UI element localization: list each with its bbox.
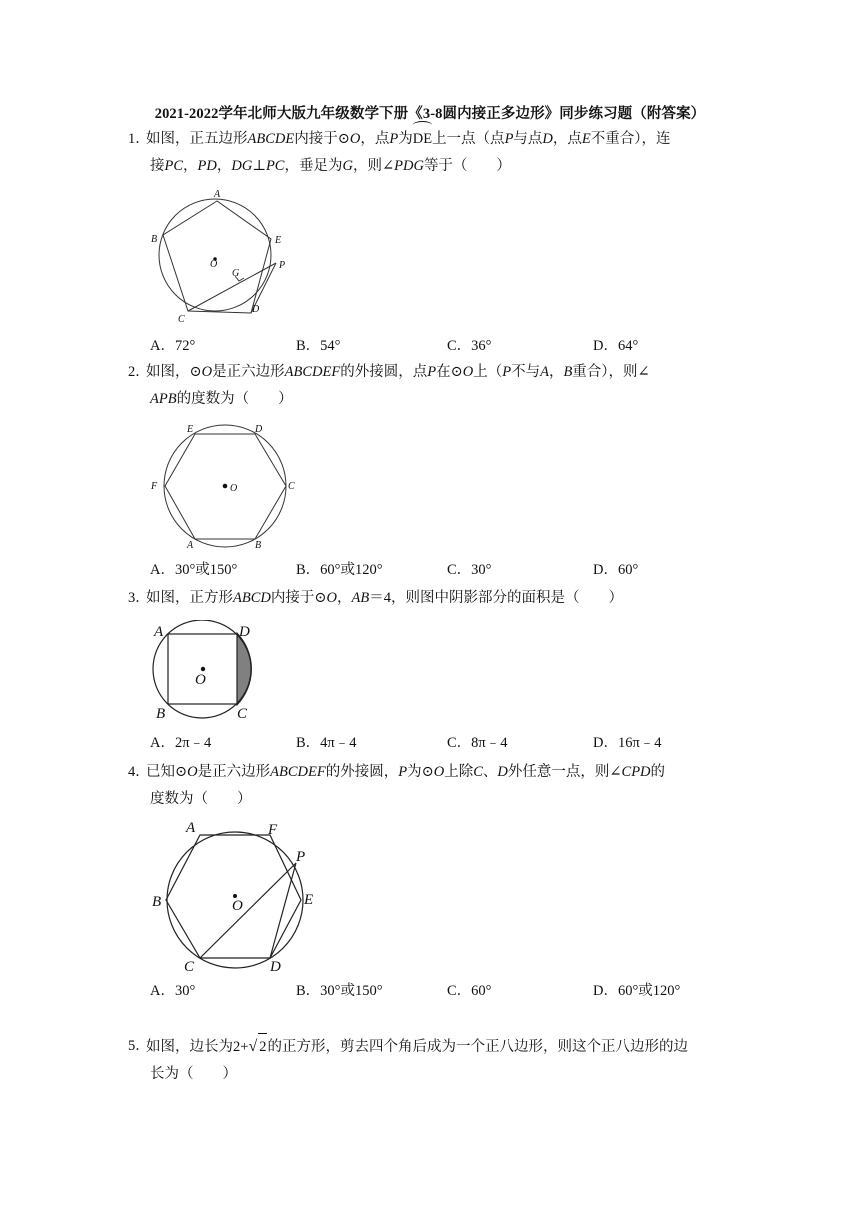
question-4 xyxy=(128,759,738,813)
label-a: A xyxy=(214,189,221,200)
label-f: F xyxy=(151,481,158,492)
question-1 xyxy=(128,126,738,180)
option-c[interactable]: C．60° xyxy=(447,983,492,999)
label-g: G xyxy=(232,268,240,279)
label-o: O xyxy=(230,483,238,494)
options-q2 xyxy=(150,558,750,582)
option-d[interactable]: D．60° xyxy=(593,562,639,578)
question-text-cont: 接PC，PD，DG⊥PC，垂足为G，则∠PDG等于（ ） xyxy=(150,158,511,174)
question-text: 已知⊙O是正六边形ABCDEF的外接圆，P为⊙O上除C、D外任意一点，则∠CPD的 xyxy=(146,764,666,780)
label-o: O xyxy=(232,898,243,914)
question-text: 如图，正五边形ABCDE内接于⊙O，点P为DE上一点（点P与点D，点E不重合），连 xyxy=(128,126,738,153)
label-e: E xyxy=(304,892,314,908)
options-q3 xyxy=(150,731,750,755)
question-3 xyxy=(128,585,738,612)
pentagon-figure xyxy=(140,185,300,325)
question-text-cont: 度数为（ ） xyxy=(150,791,252,807)
label-d: D xyxy=(239,624,250,640)
option-b[interactable]: B．4π﹣4 xyxy=(296,735,357,751)
question-2 xyxy=(128,359,738,413)
option-c[interactable]: C．30° xyxy=(447,562,492,578)
label-p: P xyxy=(279,260,286,271)
options-q1 xyxy=(150,334,750,358)
question-text: 如图，边长为2+√ 2的正方形，剪去四个角后成为一个正八边形，则这个正八边形的边 xyxy=(128,1033,738,1061)
label-c: C xyxy=(288,481,295,492)
question-number: 5． xyxy=(128,1038,150,1054)
label-d: D xyxy=(252,304,260,315)
label-a: A xyxy=(187,540,194,551)
label-b: B xyxy=(156,706,166,722)
label-o: O xyxy=(195,672,206,688)
question-number: 2． xyxy=(128,364,150,380)
question-text-cont: 长为（ ） xyxy=(150,1066,237,1082)
option-b[interactable]: B．54° xyxy=(296,338,341,354)
option-a[interactable]: A．72° xyxy=(150,338,196,354)
question-5 xyxy=(128,1033,738,1088)
label-c: C xyxy=(178,314,185,325)
label-d: D xyxy=(270,959,281,973)
option-c[interactable]: C．8π﹣4 xyxy=(447,735,508,751)
options-q4 xyxy=(150,979,750,1003)
question-number: 4． xyxy=(128,764,150,780)
option-c[interactable]: C．36° xyxy=(447,338,492,354)
hexagon-figure xyxy=(143,418,303,554)
question-text: 如图，正方形ABCD内接于⊙O，AB＝4，则图中阴影部分的面积是（ ） xyxy=(146,590,623,606)
label-f: F xyxy=(268,822,278,838)
option-a[interactable]: A．2π﹣4 xyxy=(150,735,212,751)
label-c: C xyxy=(184,959,195,973)
option-b[interactable]: B．60°或120° xyxy=(296,562,383,578)
square-figure xyxy=(145,620,265,724)
arc-notation: DE xyxy=(413,126,432,153)
label-b: B xyxy=(152,894,162,910)
label-a: A xyxy=(186,820,196,836)
option-b[interactable]: B．30°或150° xyxy=(296,983,383,999)
question-number: 1． xyxy=(128,131,150,147)
question-number: 3． xyxy=(128,590,150,606)
hexagon-p-figure xyxy=(148,818,328,973)
label-b: B xyxy=(151,234,158,245)
option-d[interactable]: D．16π﹣4 xyxy=(593,735,662,751)
option-d[interactable]: D．64° xyxy=(593,338,639,354)
label-e: E xyxy=(275,235,282,246)
question-text: 如图，⊙O是正六边形ABCDEF的外接圆，点P在⊙O上（P不与A，B重合），则∠ xyxy=(146,364,650,380)
label-p: P xyxy=(296,849,306,865)
option-d[interactable]: D．60°或120° xyxy=(593,983,681,999)
page-title: 2021-2022学年北师大版九年级数学下册《3-8圆内接正多边形》同步练习题（附答案） xyxy=(154,106,706,122)
question-text-cont: APB的度数为（ ） xyxy=(150,391,293,407)
label-o: O xyxy=(210,259,218,270)
sqrt-radicand: 2 xyxy=(258,1033,267,1061)
label-a: A xyxy=(154,624,164,640)
label-d: D xyxy=(255,424,263,435)
label-e: E xyxy=(187,424,194,435)
label-c: C xyxy=(237,706,248,722)
label-b: B xyxy=(255,540,262,551)
option-a[interactable]: A．30°或150° xyxy=(150,562,238,578)
option-a[interactable]: A．30° xyxy=(150,983,196,999)
